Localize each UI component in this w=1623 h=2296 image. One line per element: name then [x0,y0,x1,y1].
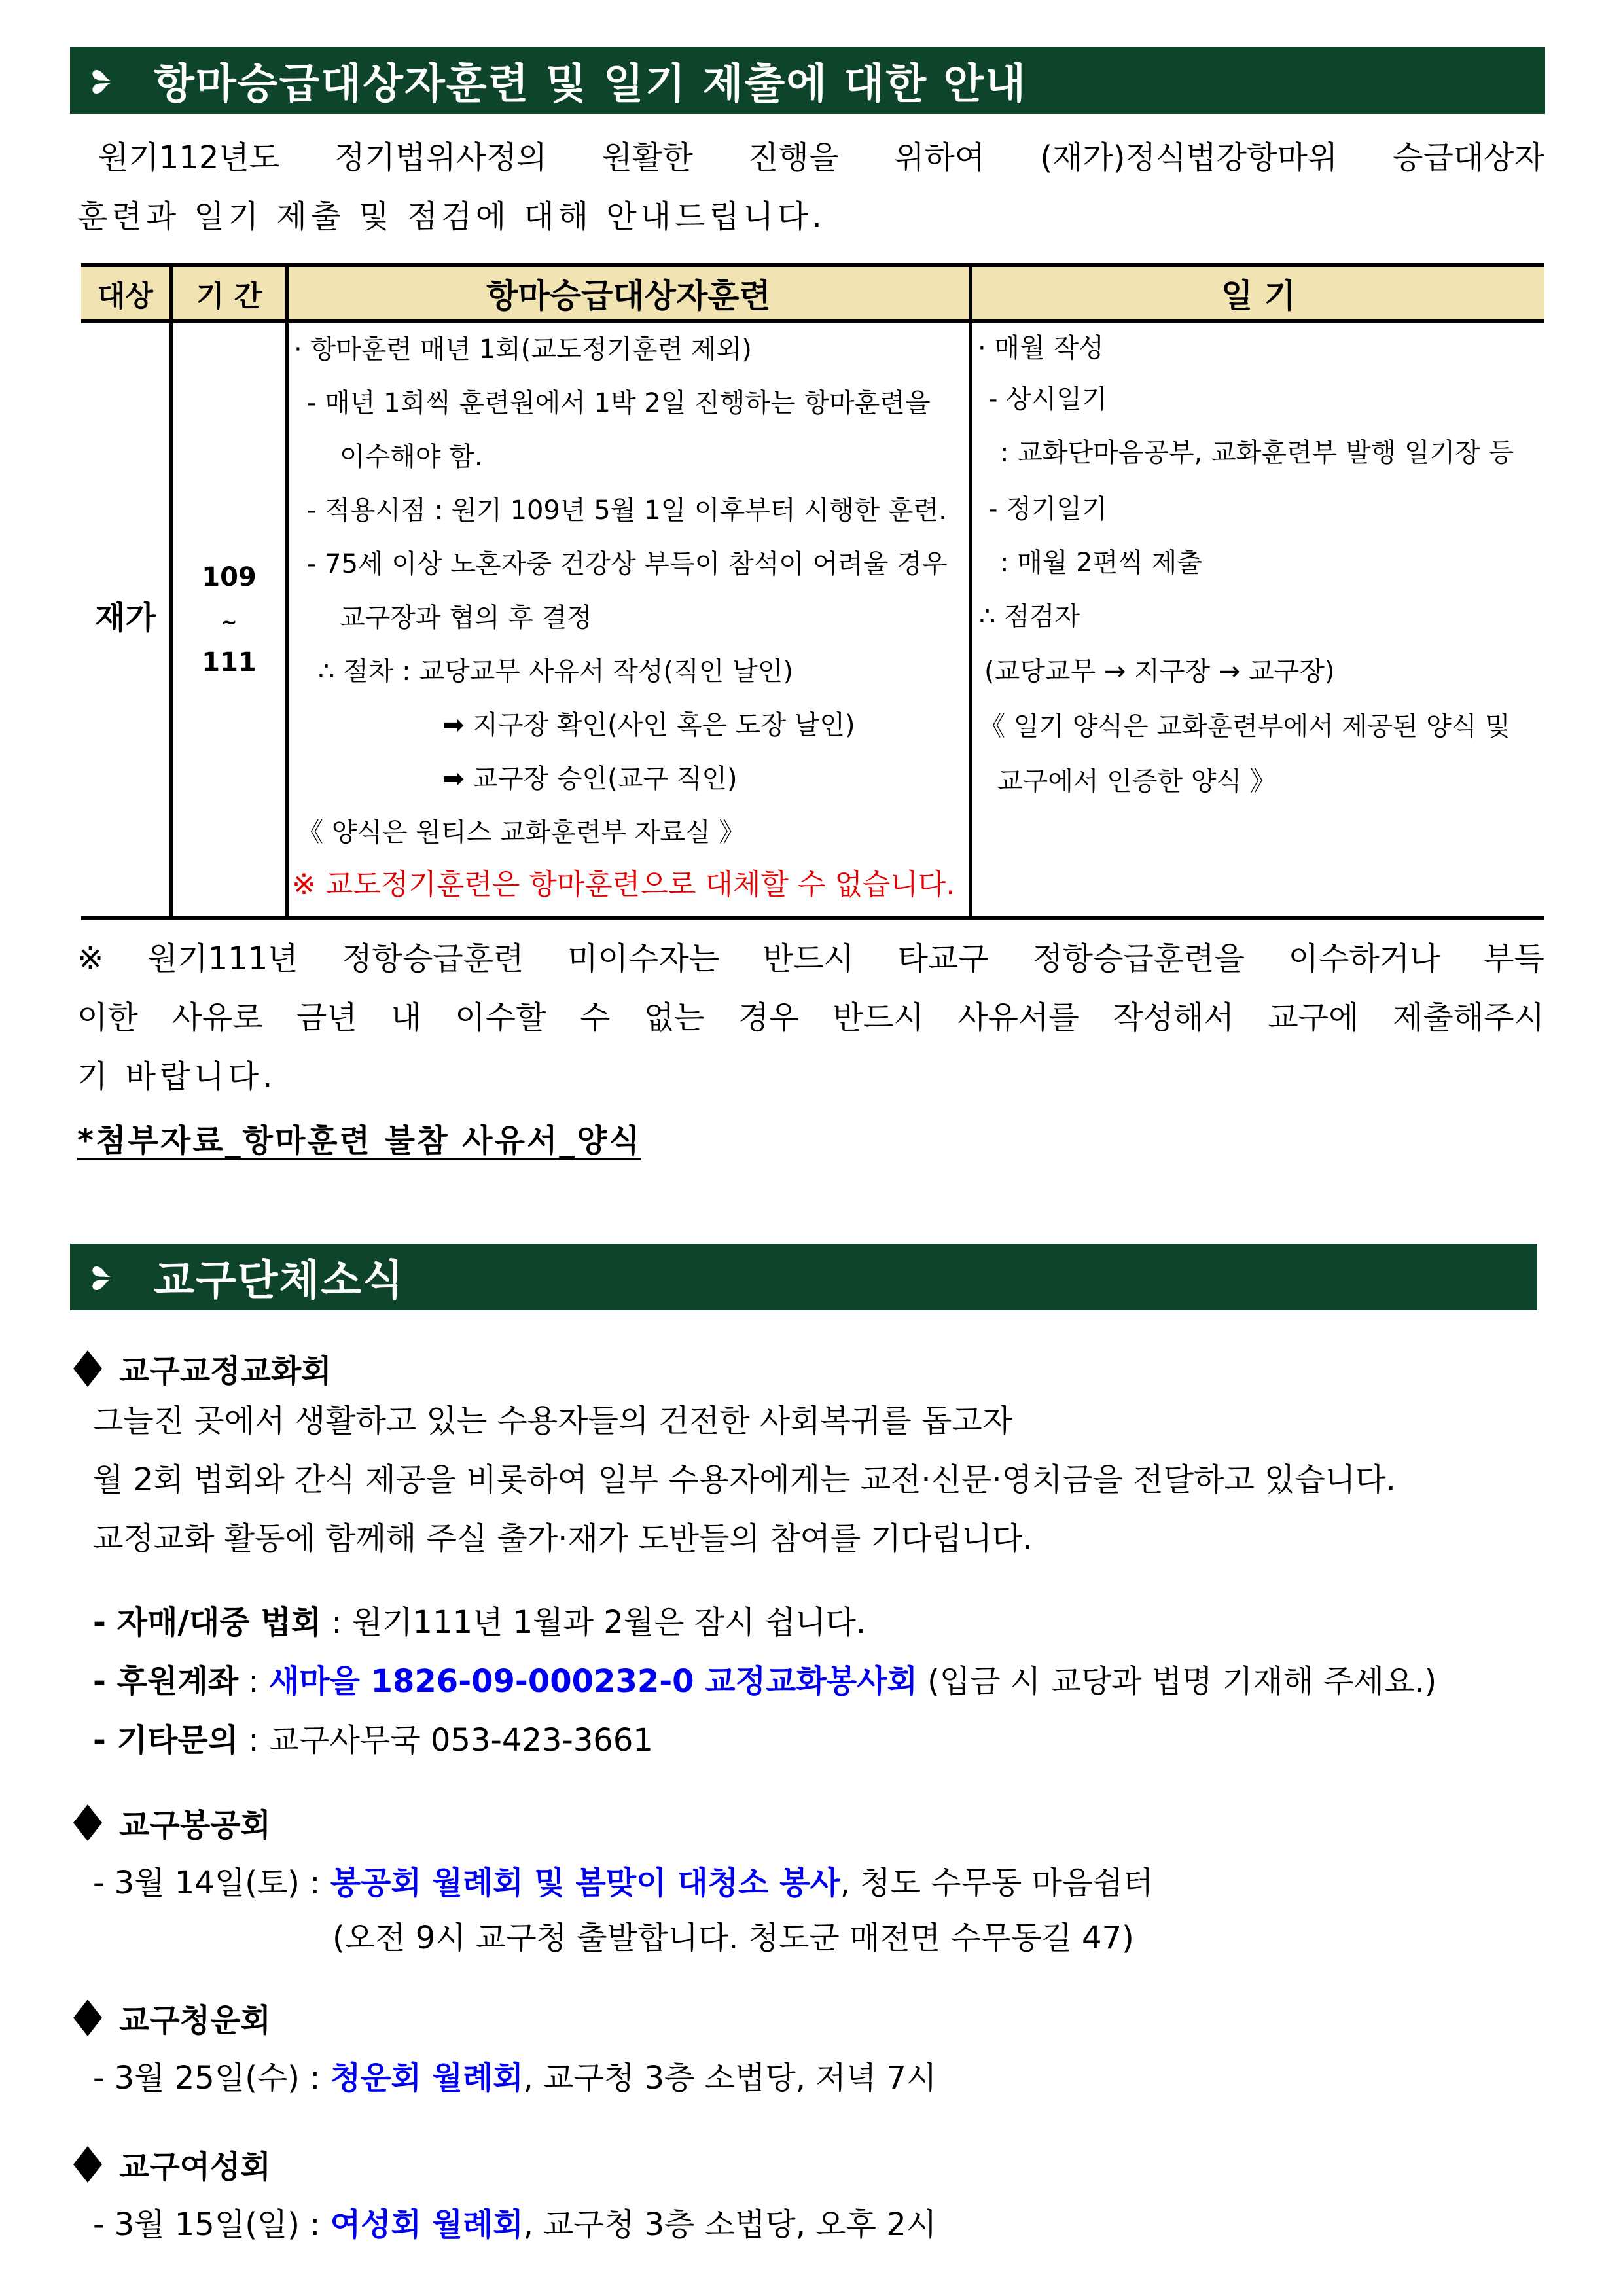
info-row-donation-account [93,1656,1436,1701]
intro-word: 위하여 [894,139,986,176]
event-extra: (오전 9시 교구청 출발합니다. 청도군 매전면 수무동길 47) [332,1920,1134,1956]
info-text: (입금 시 교당과 법명 기재해 주세요.) [917,1663,1437,1700]
diamond-bullet-icon [73,1350,102,1387]
info-label: - 자매/대중 법회 [93,1604,322,1641]
period-tilde: ~ [221,611,238,634]
table-header-border [81,319,1544,323]
group-name: 교구교정교화회 [119,1353,332,1390]
note-line-1 [77,929,1544,988]
training-line: · 항마훈련 매년 1회(교도정기훈련 제외) [294,334,752,365]
training-diary-table [81,263,1544,920]
info-sep: : [321,1604,352,1641]
event-date: - 3월 14일(토) : [93,1865,330,1901]
diary-line: (교당교무 → 지구장 → 교구장) [984,656,1335,687]
note-word: 반드시 [832,999,924,1036]
info-label: - 후원계좌 [93,1663,239,1700]
section-header-groups [70,1244,1537,1310]
attachment-link[interactable]: *첨부자료_항마훈련 불참 사유서_양식 [77,1122,642,1159]
note-word: 수 [579,999,611,1036]
note-word: 경우 [738,999,800,1036]
note-word: 이수하거나 [1288,941,1440,977]
heart-bullet-icon [90,61,129,100]
note-word: ※ [77,941,104,977]
section-title: 교구단체소식 [154,1257,404,1305]
event-row [93,2053,936,2098]
intro-word: 승급대상자 [1393,139,1544,176]
note-word: 내 [391,999,421,1036]
header-period: 기 간 [196,279,262,313]
note-word: 없는 [643,999,705,1036]
event-title: 여성회 월례회 [330,2206,524,2243]
info-text: 교구사무국 053-423-3661 [268,1722,653,1759]
diamond-bullet-icon [73,2146,102,2183]
diamond-bullet-icon [73,2000,102,2036]
event-date: - 3월 15일(일) : [93,2206,330,2243]
event-row [93,1857,1153,1903]
col-divider [169,263,173,920]
group-desc-line: 교정교화 활동에 함께해 주실 출가·재가 도반들의 참여를 기다립니다. [93,1520,1033,1557]
note-word: 사유서를 [957,999,1079,1036]
section-title: 항마승급대상자훈련 및 일기 제출에 대한 안내 [154,60,1027,109]
info-text: 원기111년 1월과 2월은 잠시 쉽니다. [351,1604,866,1641]
intro-word: 진행을 [747,139,840,176]
note-word: 사유로 [171,999,263,1036]
group-desc-line: 그늘진 곳에서 생활하고 있는 수용자들의 건전한 사회복귀를 돕고자 [93,1403,1013,1439]
group-heading-women [73,2142,271,2187]
group-name: 교구봉공회 [119,1807,271,1844]
section-header-training [70,47,1545,114]
header-diary: 일 기 [1221,277,1296,315]
diary-line: : 매월 2편씩 제출 [1000,548,1202,578]
period-end: 111 [202,647,257,677]
col-divider [969,263,972,920]
training-line: 이수해야 함. [340,442,483,472]
training-line: ➡ 교구장 승인(교구 직인) [442,764,738,794]
header-target: 대상 [97,279,153,313]
diary-line: 《 일기 양식은 교화훈련부에서 제공된 양식 및 [979,711,1510,742]
diamond-bullet-icon [73,1804,102,1841]
event-date: - 3월 25일(수) : [93,2060,330,2096]
training-line: 교구장과 협의 후 결정 [340,603,592,633]
event-detail: , 교구청 3층 소법당, 저녁 7시 [523,2060,937,2096]
training-line: ➡ 지구장 확인(사인 혹은 도장 날인) [442,710,855,740]
header-training: 항마승급대상자훈련 [486,277,771,315]
diary-line: ∴ 점검자 [979,601,1080,632]
note-word: 미이수자는 [567,941,720,977]
note-line-2 [77,988,1544,1047]
training-line: - 적용시점 : 원기 109년 5월 1일 이후부터 시행한 훈련. [307,495,947,526]
note-word: 금년 [296,999,357,1036]
event-title: 봉공회 월례회 및 봄맞이 대청소 봉사 [330,1865,840,1901]
diary-line: : 교화단마음공부, 교화훈련부 발행 일기장 등 [1000,438,1514,468]
diary-line: 교구에서 인증한 양식 》 [997,766,1276,797]
group-heading-youth [73,1995,271,2040]
group-name: 교구청운회 [119,2002,271,2039]
note-word: 이수할 [455,999,546,1036]
info-label: - 기타문의 [93,1722,239,1759]
event-title: 청운회 월례회 [330,2060,524,2096]
intro-word: 원기112년도 [98,139,280,176]
intro-word: 원활한 [601,139,693,176]
col-divider [285,263,289,920]
note-word: 교구에 [1268,999,1359,1036]
group-desc-line: 월 2회 법회와 간식 제공을 비롯하여 일부 수용자에게는 교전·신문·영치금을 전달하고 있습니다. [93,1462,1396,1498]
note-word: 이한 [77,999,138,1036]
group-name: 교구여성회 [119,2149,271,2185]
training-line: ∴ 절차 : 교당교무 사유서 작성(직인 날인) [318,656,794,687]
diary-line: - 정기일기 [988,494,1107,524]
event-row [93,2199,936,2244]
training-line: 《 양식은 원티스 교화훈련부 자료실 》 [297,817,745,848]
note-word: 작성해서 [1113,999,1234,1036]
period-start: 109 [202,562,257,592]
table-bottom-border [81,916,1544,920]
info-row-contact [93,1715,653,1760]
group-heading-service [73,1800,271,1845]
intro-line-2: 훈련과 일기 제출 및 점검에 대해 안내드립니다. [77,198,826,235]
note-word: 반드시 [762,941,854,977]
heart-bullet-icon [90,1257,129,1297]
note-word: 부득 [1484,941,1544,977]
training-warning: ※ 교도정기훈련은 항마훈련으로 대체할 수 없습니다. [292,868,955,901]
note-word: 제출해주시 [1393,999,1544,1036]
training-line: - 75세 이상 노혼자중 건강상 부득이 참석이 어려울 경우 [307,549,948,579]
info-sep: : [238,1663,269,1700]
intro-word: (재가)정식법강항마위 [1040,139,1338,176]
diary-line: · 매월 작성 [978,333,1104,363]
event-detail: , 청도 수무동 마음쉼터 [840,1865,1154,1901]
info-sep: : [238,1722,269,1759]
note-word: 정항승급훈련을 [1032,941,1245,977]
training-line: - 매년 1회씩 훈련원에서 1박 2일 진행하는 항마훈련을 [307,388,931,418]
account-number: 새마을 1826-09-000232-0 교정교화봉사회 [268,1663,918,1700]
intro-word: 정기법위사정의 [334,139,547,176]
note-word: 타교구 [897,941,989,977]
note-line-3: 기 바랍니다. [77,1058,277,1095]
note-word: 원기111년 [147,941,298,977]
note-word: 정항승급훈련 [342,941,524,977]
diary-line: - 상시일기 [988,384,1107,414]
group-heading-correction [73,1346,332,1391]
target-value: 재가 [95,600,156,636]
intro-line-1 [98,128,1544,187]
info-row-dharma-meeting [93,1597,866,1642]
event-detail: , 교구청 3층 소법당, 오후 2시 [523,2206,937,2243]
